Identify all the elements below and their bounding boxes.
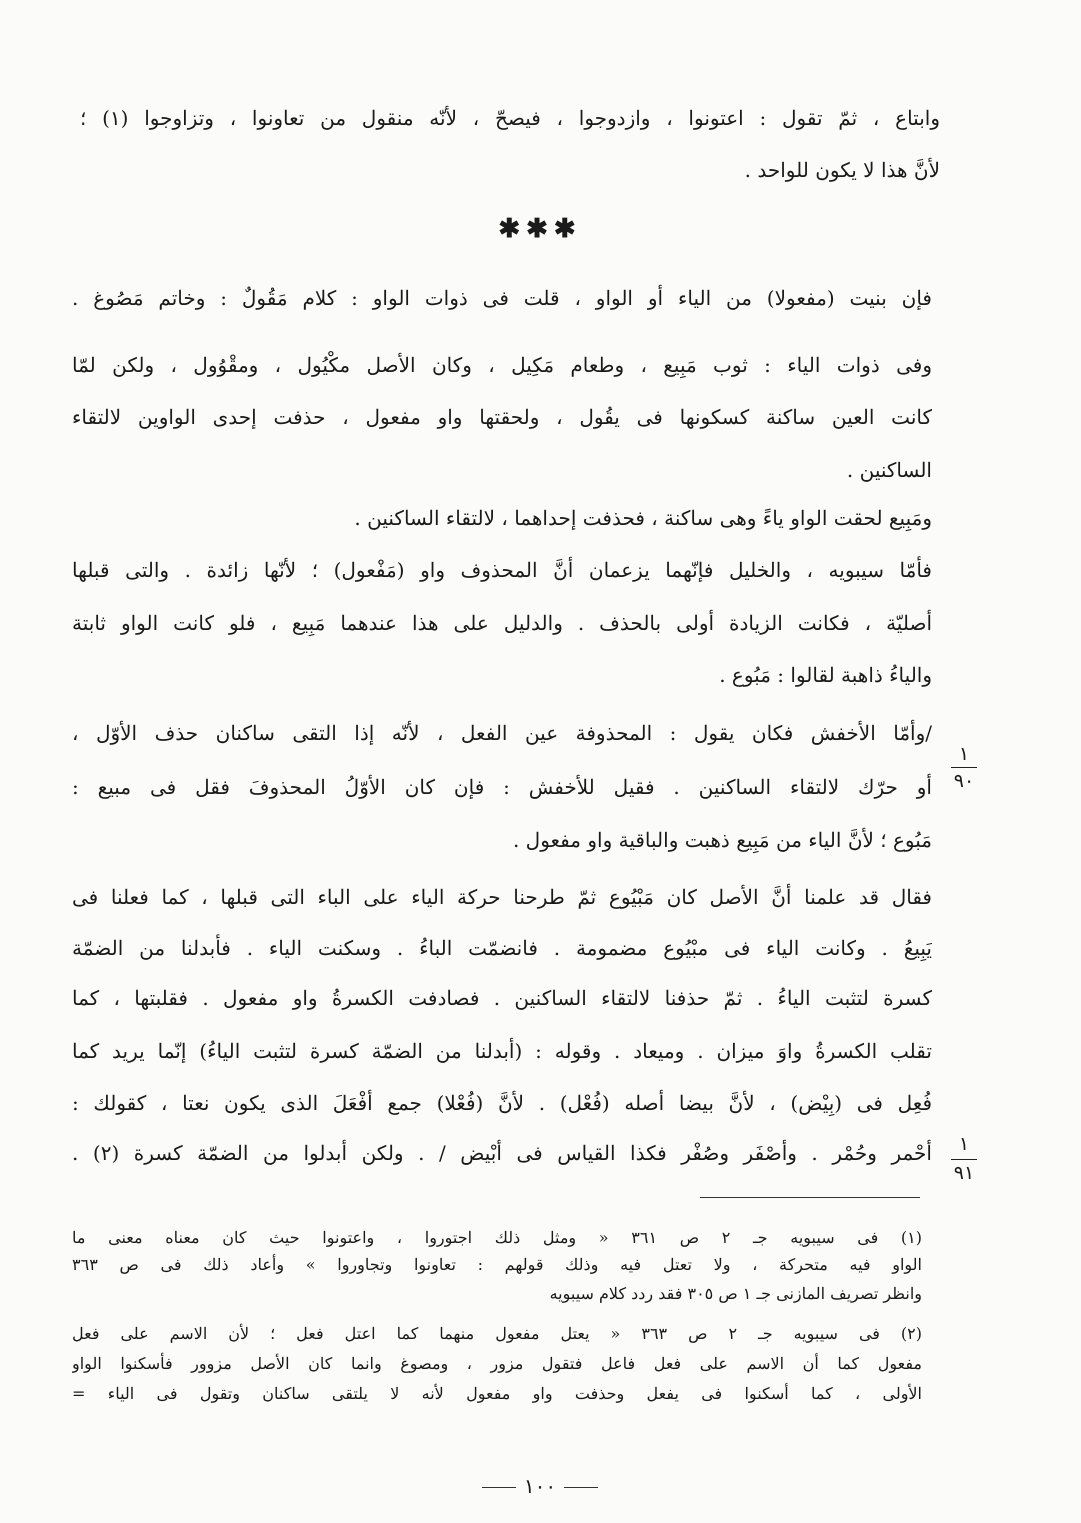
body-line-2: لأنَّ هذا لا يكون للواحد . <box>744 158 940 182</box>
body-line-19: أحْمر وحُمْر . وأصْفَر وصُفْر فكذا القياس فى أبْيض / . ولكن أبدلوا من الضمّة كسرة (٢) . <box>72 1141 932 1165</box>
section-separator: ✱✱✱ <box>498 214 582 244</box>
margin-ref-1-top: ١ <box>958 743 970 765</box>
margin-ref-1-bottom: ٩٠ <box>953 770 975 792</box>
margin-ref-2-bottom: ٩١ <box>953 1162 975 1184</box>
body-line-7: ومَبِيع لحقت الواو ياءً وهى ساكنة ، فحذفت إحداهما ، لالتقاء الساكنين . <box>354 506 932 530</box>
body-line-8: فأمّا سيبويه ، والخليل فإنّهما يزعمان أنَّ المحذوف واو (مَفْعول) ؛ لأنّها زائدة . والتى قبلها <box>72 558 932 582</box>
body-line-10: والياءُ ذاهبة لقالوا : مَبُوع . <box>719 663 932 687</box>
body-line-12: أو حرّك لالتقاء الساكنين . فقيل للأخفش : فإن كان الأوّلُ المحذوفَ فقل فى مبيع : <box>72 775 932 799</box>
page-number <box>440 1474 640 1498</box>
body-line-3: فإن بنيت (مفعولا) من الياء أو الواو ، قلت فى ذوات الواو : كلام مَقُولٌ : وخاتم مَصُوغ . <box>72 286 932 310</box>
margin-ref-1-divider <box>951 767 977 768</box>
margin-ref-2-divider <box>951 1159 977 1160</box>
body-line-15: يَبِيعُ . وكانت الياء فى مبْيُوع مضمومة . فانضمّت الباءُ . وسكنت الياء . فأبدلنا من الضمّة <box>72 936 932 960</box>
footnote-2-line-2: مفعول كما أن الاسم على فعل فاعل فتقول مزور ، ومصوغ وانما كان الأصل مزوور فأسكنوا الواو <box>72 1354 922 1373</box>
page-number-dash-right <box>564 1487 598 1488</box>
body-line-14: فقال قد علمنا أنَّ الأصل كان مَبْيُوع ثمّ طرحنا حركة الياء على الباء التى قبلها ، كما فعلنا فى <box>72 885 932 909</box>
body-line-1: وابتاع ، ثمّ تقول : اعتونوا ، وازدوجوا ، فيصحّ ، لأنّه منقول من تعاونوا ، وتزاوجوا (١) ؛ <box>80 106 940 130</box>
body-line-17: تقلب الكسرةُ واوَ ميزان . وميعاد . وقوله : (أبدلنا من الضمّة كسرة لتثبت الياءُ) إنّما يريد كما <box>72 1039 932 1063</box>
footnote-1-line-2: الواو فيه متحركة ، ولا تعتل فيه وذلك قولهم : تعاونوا وتجاوروا » وأعاد ذلك فى ص ٣٦٣ <box>72 1255 922 1274</box>
body-line-6: الساكنين . <box>846 458 932 482</box>
margin-ref-2-top: ١ <box>958 1133 970 1155</box>
body-line-4: وفى ذوات الياء : ثوب مَبِيع ، وطعام مَكِيل ، وكان الأصل مكْيُول ، ومقْوُول ، ولكن لمّا <box>72 353 932 377</box>
footnote-1-line-1: (١) فى سيبويه جـ ٢ ص ٣٦١ « ومثل ذلك اجتوروا ، واعتونوا حيث كان معناه معنى ما <box>72 1228 922 1247</box>
body-line-16: كسرة لتثبت الياءُ . ثمّ حذفنا لالتقاء الساكنين . فصادفت الكسرةُ واو مفعول . فقلبتها ، كما <box>72 986 932 1010</box>
page-number-value: ١٠٠ <box>523 1474 557 1498</box>
footnote-separator <box>700 1197 920 1198</box>
body-line-11: /وأمّا الأخفش فكان يقول : المحذوفة عين الفعل ، لأنّه إذا التقى ساكنان حذف الأوّل ، <box>72 721 932 745</box>
body-line-9: أصليّة ، فكانت الزيادة أولى بالحذف . والدليل على هذا عندهما مَبِيع ، فلو كانت الواو ثابتة <box>72 611 932 635</box>
body-line-18: فُعِل فى (بِيْض) ، لأنَّ بيضا أصله (فُعْل) . لأنَّ (فُعْلا) جمع أفْعَلَ الذى يكون نعتا ، كقولك : <box>72 1091 932 1115</box>
footnote-1-line-3: وانظر تصريف المازنى جـ ١ ص ٣٠٥ فقد ردد كلام سيبويه <box>549 1284 922 1303</box>
footnote-2-line-1: (٢) فى سيبويه جـ ٢ ص ٣٦٣ « يعتل مفعول منهما كما اعتل فعل ؛ لأن الاسم على فعل <box>72 1324 922 1343</box>
body-line-13: مَبُوع ؛ لأنَّ الياء من مَبِيع ذهبت والباقية واو مفعول . <box>512 828 932 852</box>
body-line-5: كانت العين ساكنة كسكونها فى يقُول ، ولحقتها واو مفعول ، حذفت إحدى الواوين لالتقاء <box>72 405 932 429</box>
page-number-dash-left <box>482 1487 516 1488</box>
footnote-2-line-3: الأولى ، كما أسكنوا فى يفعل وحذفت واو مفعول لأنه لا يلتقى ساكنان وتقول فى الياء = <box>72 1384 922 1403</box>
